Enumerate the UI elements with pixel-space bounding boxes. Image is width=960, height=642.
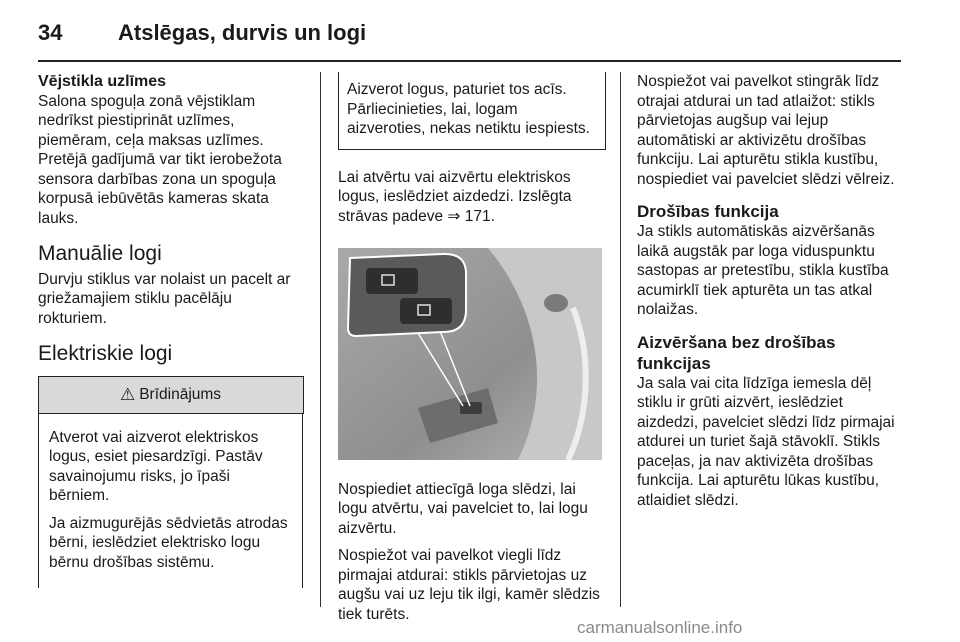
- section-heading: Vējstikla uzlīmes: [38, 73, 167, 90]
- page-header: [38, 16, 924, 52]
- page-number: 34: [38, 20, 63, 45]
- paragraph: Lai atvērtu vai aizvērtu elektriskos logus, ieslēdziet aizdedzi. Izslēgta strāvas padeve ⇒ 171.: [338, 168, 572, 225]
- paragraph: Ja stikls automātiskās aizvēršanās laikā augstāk par loga viduspunktu sastopas ar pretestību, stikla kustība acumirklī tiek apturēta un tas atkal nolaižas.: [637, 223, 889, 318]
- section-heading: Elektriskie logi: [38, 342, 173, 365]
- section-heading: Manuālie logi: [38, 242, 162, 265]
- paragraph: Ja sala vai cita līdzīga iemesla dēļ stiklu ir grūti aizvērt, ieslēdziet aizdedzi, pavelciet slēdzi līdz pirmajai atdurei un turiet šajā stāvoklī. Stikls paceļas, ja nav aktivizēta drošības funkcija. Lai apturētu lūkas kustību, atlaidiet slēdzi.: [637, 374, 895, 509]
- warning-text: Atverot vai aizverot elektriskos logus, esiet piesardzīgi. Pastāv savainojumu risks, jo īpaši bērniem.: [49, 428, 263, 504]
- warning-header: [38, 376, 304, 414]
- paragraph: Durvju stiklus var nolaist un pacelt ar griežamajiem stiklu pacēlāju rokturiem.: [38, 270, 291, 327]
- warning-box-continued: [338, 72, 606, 150]
- watermark: carmanualsonline.info: [577, 618, 743, 637]
- warning-icon: ⚠: [119, 384, 136, 404]
- paragraph: Salona spoguļa zonā vējstiklam nedrīkst piestiprināt uzlīmes, piemēram, ceļa maksas uzlīmes. Pretējā gadījumā var tikt ierobežota sensora darbības zona un spoguļa korpusā iebūvētās kameras skata lauks.: [38, 92, 282, 227]
- warning-text: Aizverot logus, paturiet tos acīs. Pārliecinieties, lai, logam aizveroties, nekas netiktu iespiests.: [347, 81, 590, 137]
- window-switch-illustration: [338, 248, 602, 460]
- paragraph: Nospiediet attiecīgā loga slēdzi, lai logu atvērtu, vai pavelciet to, lai logu aizvērtu.: [338, 480, 588, 537]
- column-divider: [620, 72, 621, 607]
- chapter-title: Atslēgas, durvis un logi: [118, 20, 367, 45]
- column-left: [38, 72, 303, 588]
- warning-text: Ja aizmugurējās sēdvietās atrodas bērni, ieslēdziet elektrisko logu bērnu drošības sistēmu.: [49, 514, 288, 571]
- column-right: [637, 72, 907, 518]
- warning-box: [38, 376, 303, 589]
- paragraph: Nospiežot vai pavelkot viegli līdz pirmajai atdurai: stikls pārvietojas uz augšu vai uz leju tik ilgi, kamēr slēdzis tiek turēts.: [338, 547, 600, 623]
- warning-label: Brīdinājums: [139, 385, 222, 403]
- header-divider: [38, 60, 901, 62]
- column-middle: [338, 72, 606, 632]
- section-heading: Aizvēršana bez drošības funkcijas: [637, 332, 836, 373]
- paragraph: Nospiežot vai pavelkot stingrāk līdz otrajai atdurai un tad atlaižot: stikls pārvietojas augšup vai lejup automātiski ar aktivizētu drošības funkciju. Lai apturētu stikla kustību, nospiediet vai pavelciet slēdzi vēlreiz.: [637, 73, 895, 188]
- section-heading: Drošības funkcija: [637, 202, 779, 221]
- column-divider: [320, 72, 321, 607]
